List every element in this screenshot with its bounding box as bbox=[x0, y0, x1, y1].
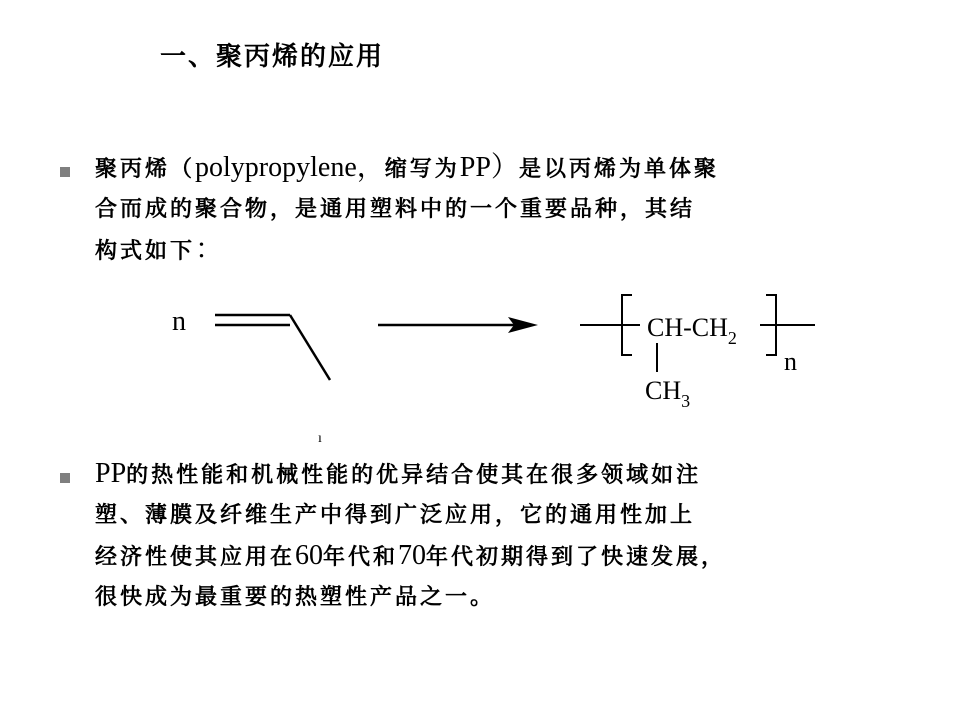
text-segment-latin: PP） bbox=[459, 152, 519, 183]
text-segment-latin: ： bbox=[195, 234, 224, 265]
text-segment: 是以丙烯为单体聚 bbox=[518, 157, 719, 182]
text-segment: 缩写为 bbox=[384, 157, 460, 182]
repeat-unit-label bbox=[647, 313, 737, 348]
methyl-bond-line bbox=[290, 315, 330, 380]
paragraph-applications-line-1 bbox=[95, 454, 895, 496]
paragraph-definition-line-2: 合而成的聚合物，是通用塑料中的一个重要品种，其结 bbox=[95, 197, 696, 222]
repeat-unit-main: CH-CH bbox=[647, 313, 728, 342]
text-segment-latin: polypropylene， bbox=[195, 152, 385, 183]
text-segment: 的热性能和机械性能的优异结合使其在很多领域如注 bbox=[126, 463, 702, 488]
paragraph-applications-line-2: 塑、薄膜及纤维生产中得到广泛应用，它的通用性加上 bbox=[95, 503, 696, 528]
bullet-square-icon bbox=[60, 473, 70, 483]
methyl-subscript: 3 bbox=[681, 391, 691, 411]
text-segment: 年代初期得到了快速发展， bbox=[426, 545, 727, 570]
monomer-n-label: n bbox=[172, 306, 186, 337]
paragraph-applications-line-3 bbox=[95, 536, 895, 578]
stray-tick-mark: ı bbox=[318, 431, 322, 446]
methyl-group-label bbox=[645, 376, 690, 411]
text-segment: 年代和 bbox=[323, 545, 399, 570]
repeat-n-label: n bbox=[784, 347, 797, 376]
repeat-unit-subscript: 2 bbox=[727, 328, 737, 348]
text-segment-latin: 60 bbox=[295, 540, 324, 571]
slide-title: 一、聚丙烯的应用 bbox=[160, 42, 385, 72]
text-segment: 构式如下 bbox=[95, 239, 196, 264]
paragraph-applications bbox=[95, 454, 895, 618]
text-segment: 经济性使其应用在 bbox=[95, 545, 296, 570]
text-segment: 聚丙烯（ bbox=[95, 157, 196, 182]
text-segment-latin: 70 bbox=[398, 540, 427, 571]
paragraph-applications-line-4: 很快成为最重要的热塑性产品之一。 bbox=[95, 585, 496, 610]
text-segment-latin: PP bbox=[95, 458, 127, 489]
methyl-main: CH bbox=[645, 376, 682, 405]
